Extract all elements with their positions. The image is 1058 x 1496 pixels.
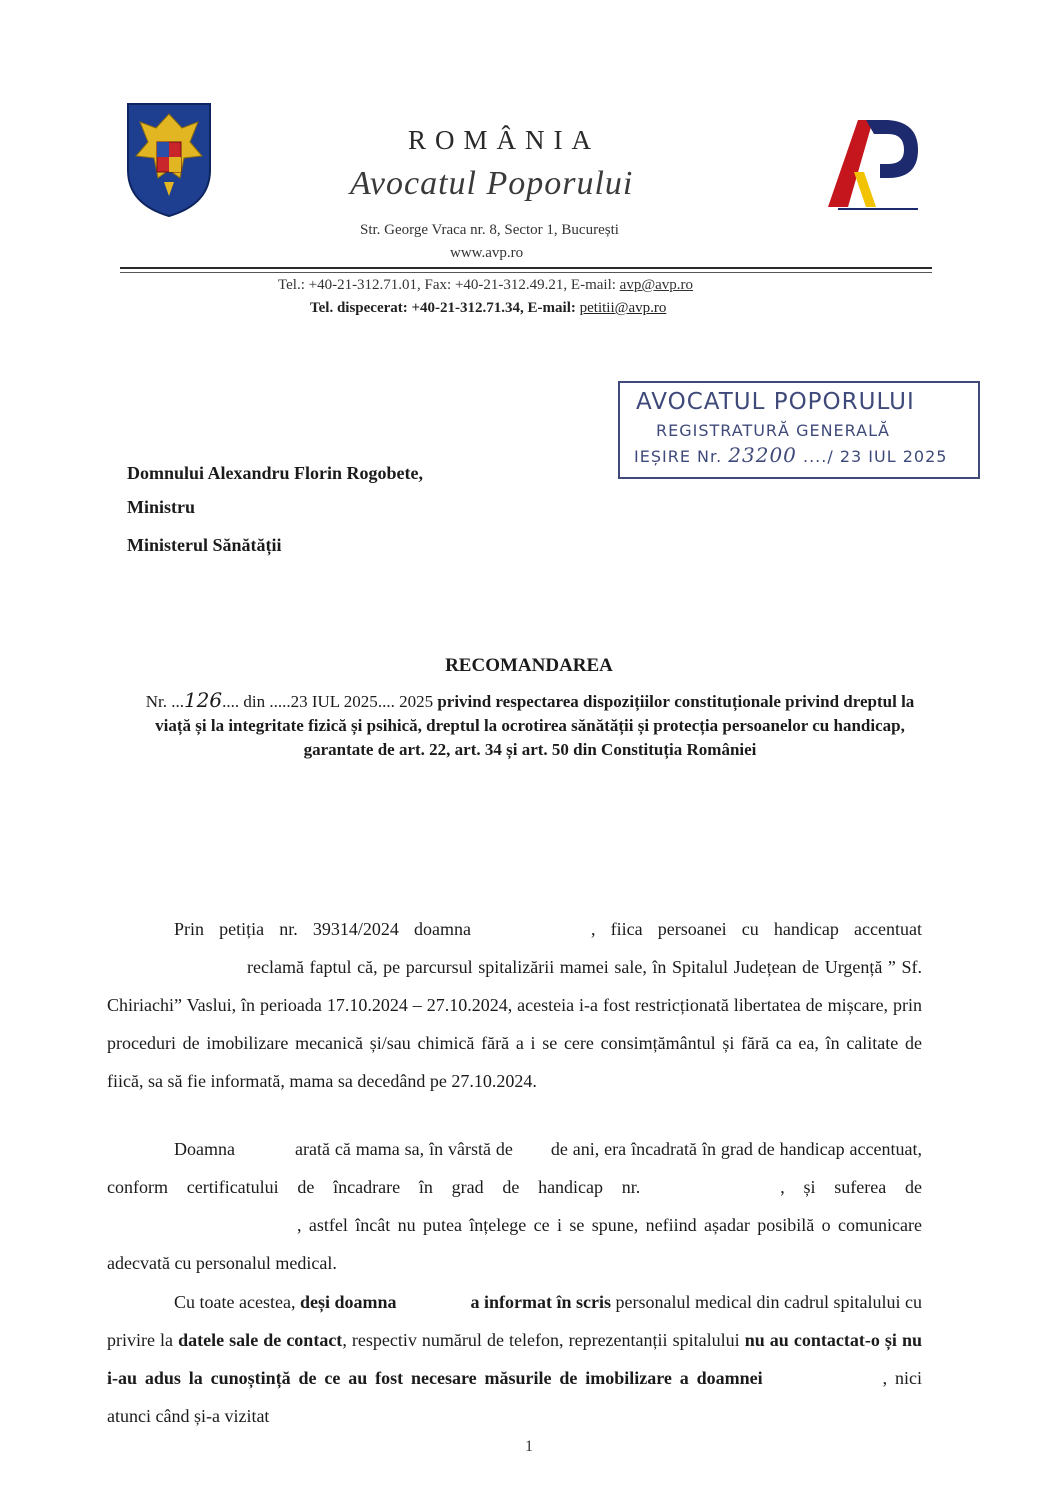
header-rule-thin <box>120 272 932 273</box>
din-label: din <box>243 692 266 711</box>
stamp-exit-date: 23 IUL 2025 <box>839 447 948 466</box>
p3-text-e: datele sale de contact <box>178 1330 343 1350</box>
p3-text-f: , respectiv numărul de telefon, reprezentanții spitalului <box>342 1330 740 1350</box>
institution-address: Str. George Vraca nr. 8, Sector 1, București <box>360 222 619 238</box>
registration-stamp <box>618 381 980 479</box>
stamp-exit-number: 23200 <box>728 443 797 467</box>
country-name: ROMÂNIA <box>408 125 601 155</box>
date-stamp: 23 IUL 2025 <box>290 692 378 711</box>
p3-text-g: nu au contactat-o și nu i-au adus la cunoștință de ce au fost necesare măsurile de imobilizare a doamnei <box>107 1330 923 1388</box>
body-paragraph-3 <box>107 1283 922 1435</box>
contact-phone-fax: Tel.: +40-21-312.71.01, Fax: +40-21-312.49.21, E-mail: <box>278 277 620 293</box>
recipient-name: Domnului Alexandru Florin Rogobete, <box>127 463 424 483</box>
stamp-exit-label: IEȘIRE Nr. <box>634 447 723 466</box>
p1-text-b: , fiica persoanei cu handicap accentuat <box>590 919 922 939</box>
stamp-registry: REGISTRATURĂ GENERALĂ <box>656 421 890 440</box>
stamp-institution: AVOCATUL POPORULUI <box>636 389 915 415</box>
recipient-ministry: Ministerul Sănătății <box>127 535 282 555</box>
p3-text-a: Cu toate acestea, <box>174 1292 296 1312</box>
dispatch-phone: Tel. dispecerat: +40-21-312.71.34, E-mail: <box>310 300 580 316</box>
email-link-avp[interactable]: avp@avp.ro <box>619 277 694 293</box>
stamp-exit-line: IEȘIRE Nr. 23200 ..../ 23 IUL 2025 <box>634 443 948 467</box>
nr-label: Nr. <box>145 692 167 711</box>
avp-logo <box>818 112 924 216</box>
nr-value: 126 <box>183 688 223 712</box>
p3-text-d: personalul medical din cadrul spitalului cu privire la <box>107 1292 923 1350</box>
dispatch-contact-line <box>310 300 666 317</box>
document-subject: Nr. ...126.... din .....23 IUL 2025.... 2025 privind respectarea dispozițiilor constituționale privind dreptul la viață și la integritate fizică și psihică, dreptul la ocrotirea sănătății și protecția persoanelor cu handicap, garantate de art. 22, art. 34 și art. 50 din Constituția României <box>145 688 915 759</box>
institution-name: Avocatul Poporului <box>350 165 634 202</box>
p2-text-b: arată că mama sa, în vârstă de <box>294 1139 513 1159</box>
body-paragraph-1 <box>107 910 922 1100</box>
p3-text-b: deși doamna <box>299 1292 397 1312</box>
p2-text-c: de ani, era încadrată în grad de handicap accentuat, conform certificatului de încadrare în grad de handicap nr. <box>107 1139 923 1197</box>
p3-text-c: a informat în scris <box>470 1292 612 1312</box>
coat-of-arms-emblem <box>124 100 214 220</box>
p1-text-c: reclamă faptul că, pe parcursul spitalizării mamei sale, în Spitalul Județean de Urgență ” Sf. Chiriachi” Vaslui, în perioada 17.10.2024 – 27.10.2024, acesteia i-a fost restricționată libertatea de mișcare, prin proceduri de imobilizare mecanică și/sau chimică fără a i se cere consimțământul și fără ca ea, în calitate de fiică, sa să fie informată, mama sa decedând pe 27.10.2024. <box>107 957 922 1091</box>
document-year: 2025 <box>399 692 434 711</box>
institution-website[interactable]: www.avp.ro <box>450 245 524 261</box>
p3-text-h: , nici atunci când și-a vizitat <box>107 1368 922 1426</box>
subject-text: constituționale privind dreptul la viață și la integritate fizică și psihică, dreptul la ocrotirea sănătății și protecția persoanelor cu handicap, garantate de art. 22, art. 34 și art. 50 din Constituția României <box>155 692 915 759</box>
document-title: RECOMANDAREA <box>445 655 613 676</box>
p1-text-a: Prin petiția nr. 39314/2024 doamna <box>174 919 471 939</box>
page-number: 1 <box>525 1438 533 1455</box>
header-rule <box>120 267 932 269</box>
body-paragraph-2 <box>107 1130 922 1282</box>
p2-text-e: , astfel încât nu putea înțelege ce i se spune, nefiind așadar posibilă o comunicare adecvată cu personalul medical. <box>107 1215 922 1273</box>
p2-text-d: , și suferea de <box>780 1177 922 1197</box>
recipient-role: Ministru <box>127 497 196 517</box>
subject-line-1: privind respectarea dispozițiilor <box>437 692 670 711</box>
p2-text-a: Doamna <box>174 1139 235 1159</box>
email-link-petitii[interactable]: petitii@avp.ro <box>579 300 667 316</box>
contact-line <box>278 277 693 294</box>
